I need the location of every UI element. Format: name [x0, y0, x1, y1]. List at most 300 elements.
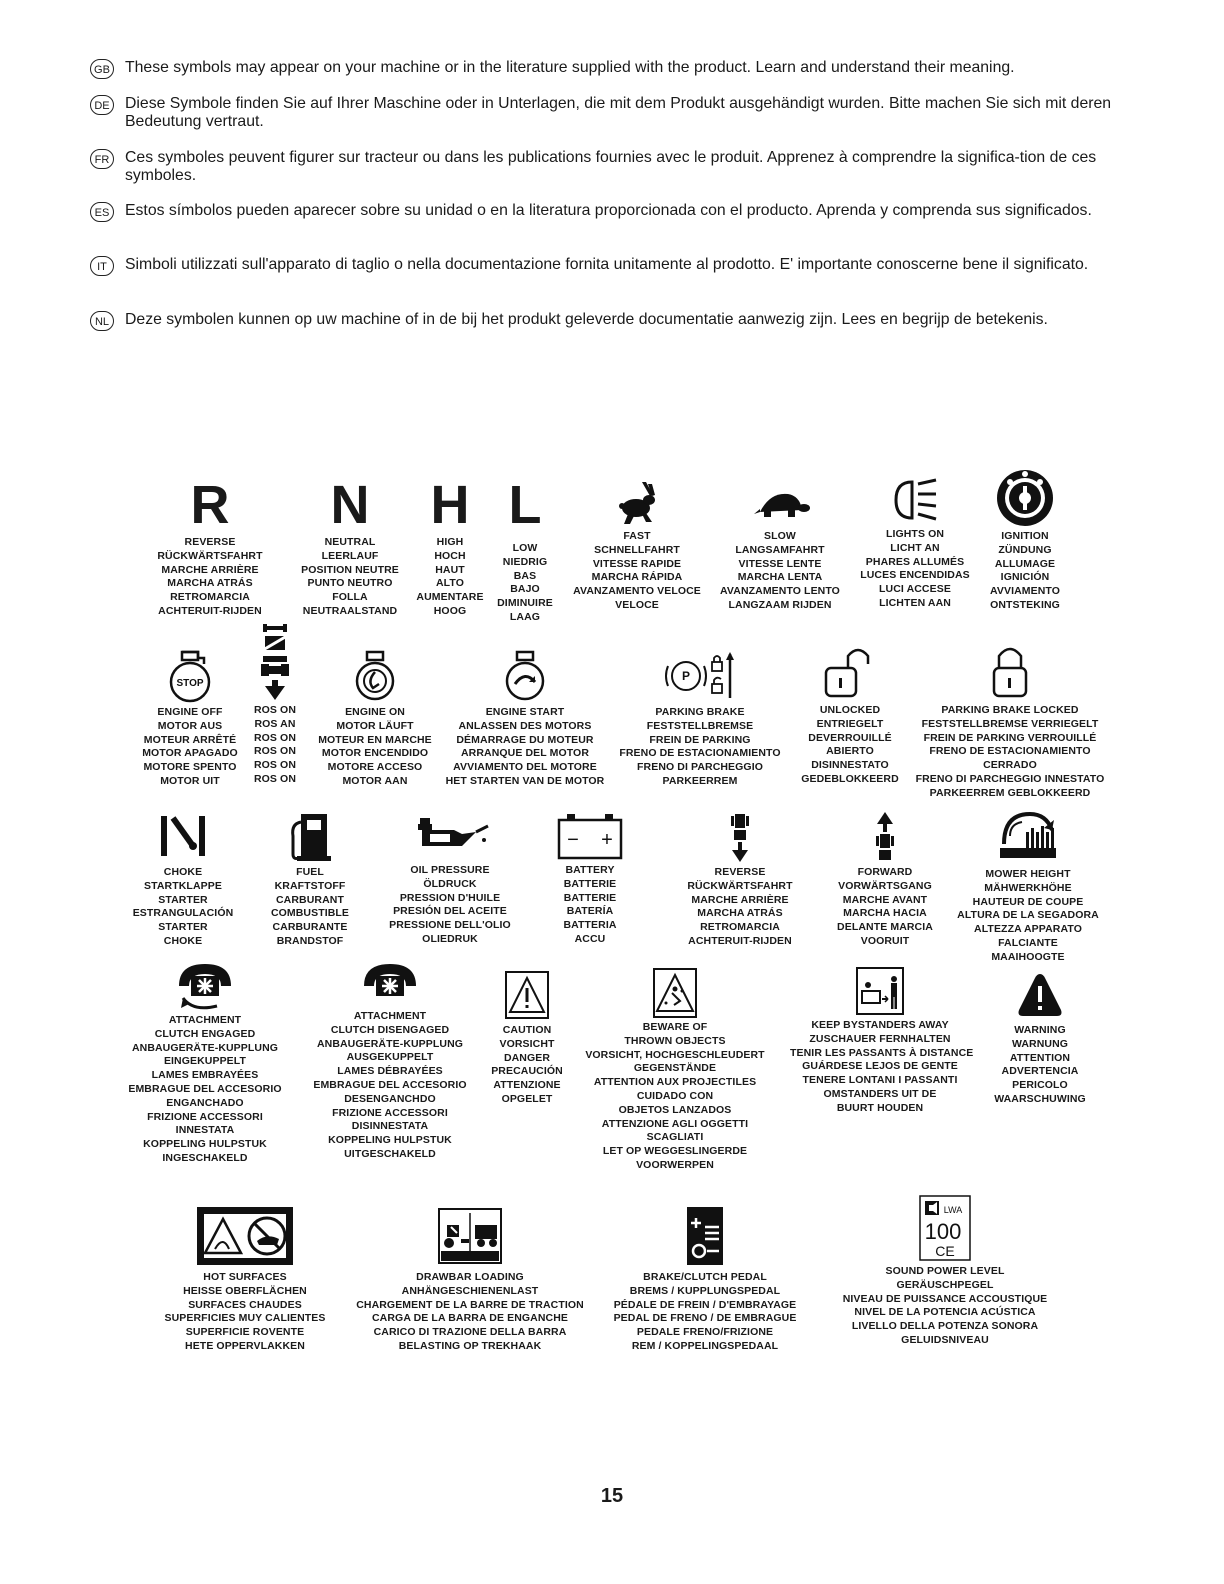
reverse-arrow-icon [725, 808, 755, 864]
label-line: HETE OPPERVLAKKEN [185, 1339, 305, 1352]
label-line: CARICO DI TRAZIONE DELLA BARRA [373, 1326, 567, 1339]
label-line: STARTER [158, 893, 208, 906]
hot-surfaces-icon [195, 1205, 295, 1267]
caution-triangle-icon [502, 968, 552, 1022]
label-line: BREMS / KUPPLUNGSPEDAL [629, 1284, 781, 1297]
label-line: CERRADO [983, 759, 1037, 772]
reverse-operation-icon [255, 622, 295, 704]
label-line: ALTURA DE LA SEGADORA [957, 909, 1099, 922]
symbol-oil-pressure [380, 810, 520, 947]
label-line: PRESSIONE DELL'OLIO [389, 919, 511, 932]
high-letter-icon: H [430, 475, 470, 535]
thrown-objects-icon [650, 965, 700, 1021]
label-line: PARKEERREM [662, 774, 738, 787]
turtle-icon [748, 478, 812, 528]
label-line: MOTORE ACCESO [327, 761, 423, 774]
label-line: LIVELLO DELLA POTENZA SONORA [851, 1320, 1039, 1333]
label-line: MOTOR ENCENDIDO [321, 747, 429, 760]
symbol-high [410, 475, 490, 619]
lang-badge-fr: FR [90, 149, 114, 169]
label-line: SUPERFICIE ROVENTE [185, 1326, 305, 1339]
label-line: ABIERTO [826, 745, 874, 758]
label-line: DISINNESTATO [811, 759, 889, 772]
label-line: BUURT HOUDEN [836, 1101, 924, 1114]
symbol-hot-surfaces [150, 1205, 340, 1354]
label-line: PEDALE FRENO/FRIZIONE [636, 1326, 774, 1339]
label-line: LANGZAAM RIJDEN [728, 598, 832, 611]
label-line: INNESTATA [175, 1124, 235, 1137]
engine-running-icon [349, 648, 401, 704]
label-line: FRENO DE ESTACIONAMIENTO [619, 747, 781, 760]
label-line: HOCH [434, 549, 466, 562]
intro-text-de: Diese Symbole finden Sie auf Ihrer Maschine oder in Unterlagen, die mit dem Produkt ausgehändigt wurden. Bitte machen Sie sich mit deren Bedeutung vertraut. [125, 95, 1112, 130]
label-line: ENGINE START [485, 706, 565, 718]
label-reverse-arrow [670, 866, 810, 949]
intro-text-it: Simboli utilizzati sull'apparato di taglio o nella documentazione fornita unitamente al prodotto. E' importante conoscerne bene il significato. [125, 256, 1089, 273]
label-line: ROS ON [253, 704, 297, 716]
label-line: FORWARD [857, 866, 913, 878]
label-line: AUSGEKUPPELT [346, 1051, 434, 1064]
parking-brake-icon [660, 648, 740, 704]
label-line: REVERSE [714, 866, 766, 878]
attachment-engaged-icon [173, 958, 237, 1014]
label-parking-brake-locked [910, 704, 1110, 801]
label-line: OMSTANDERS UIT DE [823, 1087, 937, 1100]
label-line: LICHT AN [890, 541, 940, 554]
battery-plus: + [601, 829, 613, 851]
label-ros [245, 704, 305, 787]
warning-triangle-icon [1017, 970, 1063, 1020]
symbol-reverse [140, 475, 280, 619]
label-high [410, 536, 490, 619]
label-line: CHARGEMENT DE LA BARRE DE TRACTION [356, 1298, 584, 1311]
label-line: LAMES DÉBRAYÉES [337, 1065, 443, 1078]
choke-icon [153, 808, 213, 864]
label-line: FRENO DI PARCHEGGIO INNESTATO [915, 772, 1105, 785]
label-slow [710, 530, 850, 613]
label-line: RÜCKWÄRTSFAHRT [687, 879, 793, 892]
intro-text-fr: Ces symboles peuvent figurer sur tracteur ou dans les publications fournies avec le produit. Apprenez à comprendre la significa-tion de ces symboles. [125, 149, 1097, 184]
unlocked-padlock-icon [820, 642, 880, 702]
label-parking-brake [605, 706, 795, 789]
lang-badge-gb: GB [90, 59, 114, 79]
symbol-sound-power [840, 1193, 1050, 1348]
symbol-bystanders [790, 965, 974, 1116]
label-line: CUIDADO CON [636, 1089, 714, 1102]
label-line: POSITION NEUTRE [301, 563, 399, 576]
label-line: ALTO [435, 577, 464, 590]
label-lights [855, 528, 975, 611]
label-fast [562, 530, 712, 613]
label-line: ADVERTENCIA [1001, 1065, 1079, 1078]
symbol-lights [855, 470, 975, 611]
symbol-brake-pedal [610, 1205, 800, 1354]
label-line: MARCHA LENTA [737, 571, 823, 584]
label-line: ROS AN [254, 717, 296, 730]
label-line: VOORWERPEN [636, 1158, 714, 1171]
label-line: OPGELET [501, 1092, 553, 1105]
stop-text: STOP [176, 678, 204, 689]
label-line: BEWARE OF [642, 1021, 708, 1033]
lang-badge-es: ES [90, 202, 114, 222]
label-line: BAS [513, 569, 537, 582]
label-line: ENTRIEGELT [816, 717, 884, 730]
label-line: FAST [623, 530, 651, 542]
label-caution [482, 1024, 572, 1107]
label-clutch-disengaged [300, 1010, 480, 1162]
label-line: OIL PRESSURE [410, 864, 490, 876]
lang-badge-nl: NL [90, 311, 114, 331]
symbol-parking-brake [605, 648, 795, 789]
label-line: PHARES ALLUMÉS [865, 555, 965, 568]
intro-text-es: Estos símbolos pueden aparecer sobre su unidad o en la literatura proporcionada con el producto. Aprenda y comprenda sus significados. [125, 202, 1092, 219]
label-line: LAAG [509, 610, 541, 623]
label-line: BATTERIA [563, 919, 617, 932]
label-line: MARCHA ATRÁS [697, 907, 783, 920]
label-line: CARBURANT [276, 893, 344, 906]
label-line: FRIZIONE ACCESSORI [147, 1110, 263, 1123]
label-line: DEVERROUILLÉ [808, 731, 892, 744]
mower-height-icon [996, 808, 1060, 864]
label-line: MOTORE SPENTO [143, 761, 237, 774]
label-line: HOT SURFACES [203, 1271, 287, 1283]
label-clutch-engaged [115, 1014, 295, 1166]
label-line: MARCHE ARRIÈRE [691, 893, 789, 906]
label-line: HIGH [436, 536, 464, 548]
label-fuel [255, 866, 365, 949]
symbol-parking-brake-locked [910, 642, 1110, 801]
label-line: CARBURANTE [272, 921, 348, 934]
label-line: VORWÄRTSGANG [838, 879, 932, 892]
label-line: MOWER HEIGHT [985, 868, 1071, 880]
label-line: ENGINE OFF [157, 706, 223, 718]
label-line: ROS ON [253, 745, 297, 758]
label-line: FREIN DE PARKING [649, 733, 751, 746]
label-line: ENGANCHADO [166, 1096, 244, 1109]
label-line: PERICOLO [1012, 1079, 1068, 1092]
label-line: ANLASSEN DES MOTORS [458, 719, 592, 732]
label-line: EMBRAGUE DEL ACCESORIO [128, 1082, 282, 1095]
label-line: UNLOCKED [819, 704, 881, 716]
label-line: NIEDRIG [502, 555, 548, 568]
label-line: RÜCKWÄRTSFAHRT [157, 549, 263, 562]
label-line: LET OP WEGGESLINGERDE [602, 1145, 748, 1158]
label-line: AUMENTARE [416, 591, 484, 604]
symbol-fast [562, 478, 712, 613]
label-line: PÉDALE DE FREIN / D'EMBRAYAGE [613, 1298, 797, 1311]
label-thrown-objects [575, 1021, 775, 1173]
attachment-disengaged-icon [358, 958, 422, 1014]
symbol-caution [482, 968, 572, 1107]
label-line: COMBUSTIBLE [270, 907, 350, 920]
sound-power-level-icon [917, 1193, 973, 1263]
label-choke [128, 866, 238, 949]
label-line: VELOCE [615, 598, 659, 611]
rabbit-icon [612, 478, 662, 528]
engine-stop-icon [162, 648, 218, 704]
label-line: MOTOR LÄUFT [336, 719, 414, 732]
label-low [490, 542, 560, 625]
locked-padlock-icon [988, 642, 1032, 702]
label-line: ATTENZIONE [493, 1079, 561, 1092]
park-letter: P [681, 669, 691, 683]
label-line: AVVIAMENTO DEL MOTORE [453, 761, 597, 774]
label-line: WAARSCHUWING [994, 1092, 1086, 1105]
label-line: SCHNELLFAHRT [594, 543, 680, 556]
label-line: UITGESCHAKELD [344, 1147, 436, 1160]
label-line: FESTSTELLBREMSE [646, 719, 754, 732]
symbol-clutch-engaged [115, 958, 295, 1166]
label-line: LANGSAMFAHRT [735, 543, 825, 556]
label-line: VORSICHT [499, 1037, 555, 1050]
page-number: 15 [600, 1485, 624, 1507]
label-line: CHOKE [163, 866, 203, 878]
label-line: LEERLAUF [321, 549, 379, 562]
symbol-battery [540, 808, 640, 947]
label-line: ROS ON [253, 772, 297, 785]
engine-start-icon [499, 648, 551, 704]
label-line: STARTKLAPPE [144, 879, 222, 892]
label-line: MARCHE AVANT [842, 893, 928, 906]
label-line: ATTACHMENT [353, 1010, 427, 1022]
label-line: FUEL [296, 866, 324, 878]
label-line: ANHÄNGESCHIENENLAST [401, 1284, 539, 1297]
label-line: WARNUNG [1011, 1037, 1069, 1050]
label-line: ESTRANGULACIÓN [132, 907, 234, 920]
symbol-ignition [975, 466, 1075, 613]
label-line: KEEP BYSTANDERS AWAY [811, 1019, 949, 1031]
label-line: FRIZIONE ACCESSORI [332, 1106, 448, 1119]
label-line: OLIEDRUK [422, 932, 478, 945]
label-line: BRANDSTOF [276, 934, 344, 947]
label-line: GELUIDSNIVEAU [901, 1333, 989, 1346]
label-line: HOOG [433, 604, 467, 617]
intro-text-nl: Deze symbolen kunnen op uw machine of in de bij het produkt geleverde documentatie aanwezig zijn. Lees en begrijp de betekenis. [125, 311, 1048, 328]
label-line: ATTENTION AUX PROJECTILES [593, 1076, 757, 1089]
neutral-letter-icon: N [330, 475, 370, 535]
label-line: SUPERFICIES MUY CALIENTES [164, 1312, 326, 1325]
label-engine-start [430, 706, 620, 789]
ignition-key-icon [995, 466, 1055, 530]
label-line: ROS ON [253, 759, 297, 772]
label-drawbar [340, 1271, 600, 1354]
label-line: FRENO DI PARCHEGGIO [637, 761, 763, 774]
lwa-text: LWA [943, 1205, 963, 1215]
battery-icon [553, 808, 627, 864]
label-line: GERÄUSCHPEGEL [896, 1278, 994, 1291]
label-line: DRAWBAR LOADING [416, 1271, 524, 1283]
symbol-mower-height [948, 808, 1108, 965]
label-line: DANGER [503, 1051, 551, 1064]
label-line: ATTACHMENT [168, 1014, 242, 1026]
label-line: VITESSE RAPIDE [592, 557, 682, 570]
label-line: ACHTERUIT-RIJDEN [688, 934, 792, 947]
label-line: MOTOR UIT [160, 774, 220, 787]
label-line: KRAFTSTOFF [274, 879, 346, 892]
label-line: PARKING BRAKE LOCKED [941, 704, 1079, 716]
label-line: HEISSE OBERFLÄCHEN [183, 1284, 307, 1297]
label-hot-surfaces [150, 1271, 340, 1354]
symbol-ros [245, 622, 305, 787]
label-line: AVANZAMENTO LENTO [720, 585, 840, 598]
symbol-engine-on [305, 648, 445, 789]
label-line: BATTERY [565, 864, 615, 876]
label-line: BAJO [510, 583, 540, 596]
battery-minus: − [567, 829, 579, 851]
label-line: PUNTO NEUTRO [307, 577, 393, 590]
drawbar-loading-icon [435, 1205, 505, 1267]
label-line: MARCHA ATRÁS [167, 577, 253, 590]
symbol-warning [985, 970, 1095, 1107]
label-line: DESENGANCHDO [344, 1092, 436, 1105]
label-line: INGESCHAKELD [162, 1151, 248, 1164]
label-line: THROWN OBJECTS [624, 1034, 726, 1047]
intro-text-gb: These symbols may appear on your machine or in the literature supplied with the product. Learn and understand their meaning. [125, 59, 1015, 76]
label-line: ALLUMAGE [994, 557, 1056, 570]
lang-badge-it: IT [90, 256, 114, 276]
label-line: WARNING [1014, 1024, 1066, 1036]
label-line: PEDAL DE FRENO / DE EMBRAGUE [613, 1312, 797, 1325]
label-line: MÄHWERKHÖHE [984, 881, 1072, 894]
label-warning [985, 1024, 1095, 1107]
label-battery [540, 864, 640, 947]
label-line: FALCIANTE [998, 936, 1058, 949]
oil-can-icon [410, 810, 490, 860]
label-line: HAUT [435, 563, 465, 576]
label-forward [825, 866, 945, 949]
label-line: ANBAUGERÄTE-KUPPLUNG [316, 1037, 464, 1050]
label-line: MAAIHOOGTE [991, 950, 1065, 963]
label-bystanders [790, 1019, 974, 1116]
label-line: BATERÍA [566, 905, 614, 918]
label-line: AVVIAMENTO [989, 585, 1061, 598]
label-reverse [140, 536, 280, 619]
label-line: KOPPELING HULPSTUK [328, 1134, 452, 1147]
label-line: RETROMARCIA [170, 591, 250, 604]
label-line: LOW [512, 542, 538, 554]
label-line: ACHTERUIT-RIJDEN [158, 604, 262, 617]
label-line: CAUTION [502, 1024, 552, 1036]
label-line: SURFACES CHAUDES [188, 1298, 302, 1311]
db-value: 100 [924, 1219, 962, 1244]
label-line: MARCHA HACIA [843, 907, 927, 920]
label-line: DISINNESTATA [351, 1120, 429, 1133]
label-line: NIVEL DE LA POTENCIA ACÚSTICA [854, 1306, 1036, 1319]
label-line: ZUSCHAUER FERNHALTEN [809, 1032, 951, 1045]
label-line: LAMES EMBRAYÉES [151, 1069, 259, 1082]
label-line: GUÁRDESE LEJOS DE GENTE [802, 1060, 958, 1073]
label-line: IGNICIÓN [1000, 571, 1050, 584]
label-line: FRENO DE ESTACIONAMIENTO [929, 745, 1091, 758]
symbol-forward [825, 808, 945, 949]
label-line: BELASTING OP TREKHAAK [398, 1339, 542, 1352]
fuel-pump-icon [285, 808, 335, 864]
low-letter-icon: L [508, 475, 542, 535]
label-oil-pressure [380, 864, 520, 947]
label-line: TENERE LONTANI I PASSANTI [802, 1074, 958, 1087]
symbol-choke [128, 808, 238, 949]
label-line: MOTEUR EN MARCHE [318, 733, 432, 746]
label-line: DIMINUIRE [497, 597, 553, 610]
label-line: LICHTEN AAN [879, 596, 951, 609]
label-line: CLUTCH ENGAGED [154, 1027, 256, 1040]
label-line: IGNITION [1001, 530, 1049, 542]
label-line: BATTERIE [563, 877, 617, 890]
label-line: VORSICHT, HOCHGESCHLEUDERT [585, 1048, 765, 1061]
label-line: MARCHE ARRIÈRE [161, 563, 259, 576]
label-line: ALTEZZA APPARATO [974, 923, 1082, 936]
label-line: CHOKE [163, 934, 203, 947]
label-line: HAUTEUR DE COUPE [972, 895, 1084, 908]
label-line: BATTERIE [563, 891, 617, 904]
symbol-engine-start [430, 648, 620, 789]
label-line: ACCU [574, 932, 606, 945]
forward-arrow-icon [870, 808, 900, 864]
label-line: FESTSTELLBREMSE VERRIEGELT [921, 717, 1099, 730]
label-line: FREIN DE PARKING VERROUILLÉ [923, 731, 1097, 744]
label-brake-pedal [610, 1271, 800, 1354]
label-line: ENGINE ON [345, 706, 405, 718]
label-line: MARCHA RÁPIDA [591, 571, 683, 584]
label-line: ANBAUGERÄTE-KUPPLUNG [131, 1041, 279, 1054]
symbol-slow [710, 478, 850, 613]
label-line: KOPPELING HULPSTUK [143, 1138, 267, 1151]
label-line: AVANZAMENTO VELOCE [573, 585, 701, 598]
symbol-clutch-disengaged [300, 958, 480, 1162]
label-line: GEDEBLOKKEERD [801, 772, 899, 785]
label-sound-power [840, 1265, 1050, 1348]
label-line: GEGENSTÄNDE [633, 1062, 717, 1075]
label-engine-on [305, 706, 445, 789]
symbol-reverse-arrow [670, 808, 810, 949]
symbol-neutral [285, 475, 415, 619]
symbol-thrown-objects [575, 965, 775, 1173]
symbol-engine-off [135, 648, 245, 789]
label-line: LIGHTS ON [885, 528, 945, 540]
label-line: MOTOR AUS [157, 719, 223, 732]
label-line: NIVEAU DE PUISSANCE ACCOUSTIQUE [842, 1292, 1048, 1305]
symbol-drawbar [340, 1205, 600, 1354]
label-unlocked [790, 704, 910, 787]
label-mower-height [948, 868, 1108, 965]
label-line: ÖLDRUCK [423, 877, 477, 890]
label-line: OBJETOS LANZADOS [618, 1103, 732, 1116]
label-line: PRESIÓN DEL ACEITE [393, 905, 507, 918]
label-line: ATTENTION [1009, 1051, 1071, 1064]
label-line: REM / KOPPELINGSPEDAAL [631, 1339, 779, 1352]
label-line: MOTEUR ARRÊTÉ [143, 733, 237, 746]
label-line: MOTOR AAN [342, 774, 408, 787]
label-line: CARGA DE LA BARRA DE ENGANCHE [372, 1312, 568, 1325]
label-line: HET STARTEN VAN DE MOTOR [445, 774, 605, 787]
label-line: PRECAUCIÓN [491, 1065, 563, 1078]
label-line: VOORUIT [860, 934, 910, 947]
label-line: VITESSE LENTE [738, 557, 822, 570]
label-line: ROS ON [253, 731, 297, 744]
label-line: PRESSION D'HUILE [399, 891, 501, 904]
label-line: FOLLA [332, 591, 368, 604]
label-line: STARTER [158, 921, 208, 934]
lang-badge-de: DE [90, 95, 114, 115]
label-line: CLUTCH DISENGAGED [330, 1023, 450, 1036]
label-line: NEUTRAL [324, 536, 376, 548]
label-line: NEUTRAALSTAND [302, 604, 398, 617]
label-line: REVERSE [184, 536, 236, 548]
label-line: PARKING BRAKE [655, 706, 745, 718]
label-line: BRAKE/CLUTCH PEDAL [643, 1271, 767, 1283]
label-line: ZÜNDUNG [998, 543, 1052, 556]
label-line: SCAGLIATI [646, 1131, 704, 1144]
